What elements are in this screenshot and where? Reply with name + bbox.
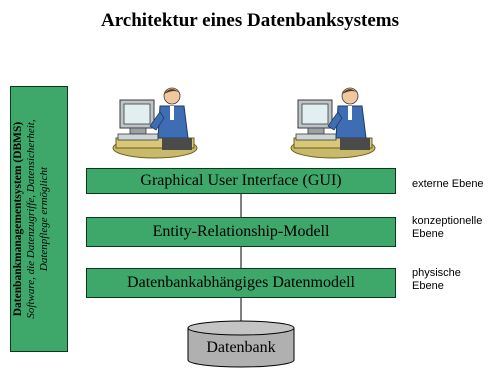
level-conceptual-line1: konzeptionelle (412, 215, 483, 227)
database-cylinder (186, 320, 296, 368)
layer-gui-label: Graphical User Interface (GUI) (140, 172, 342, 189)
layer-er-box (86, 217, 396, 247)
level-conceptual-line2: Ebene (412, 228, 444, 240)
level-physical-line2: Ebene (412, 280, 444, 292)
level-physical-line1: physische (412, 267, 461, 279)
dbms-name: Datenbankmanagementsystem (DBMS) (12, 121, 24, 317)
layer-gui-box (86, 168, 396, 194)
database-label: Datenbank (206, 339, 276, 356)
dbms-description-line1: Software, die Datenzugriffe, Datensicherheit, (25, 119, 37, 319)
layer-er-label: Entity-Relationship-Modell (152, 223, 330, 240)
dbms-description-line2: Datenpflege ermöglicht (38, 166, 50, 272)
layer-datamodel-label: Datenbankabhängiges Datenmodell (127, 274, 355, 291)
layer-datamodel-box (86, 268, 396, 298)
level-external: externe Ebene (412, 178, 484, 190)
diagram-title: Architektur eines Datenbanksystems (100, 10, 400, 31)
level-physical (412, 267, 461, 293)
level-conceptual (412, 215, 482, 241)
